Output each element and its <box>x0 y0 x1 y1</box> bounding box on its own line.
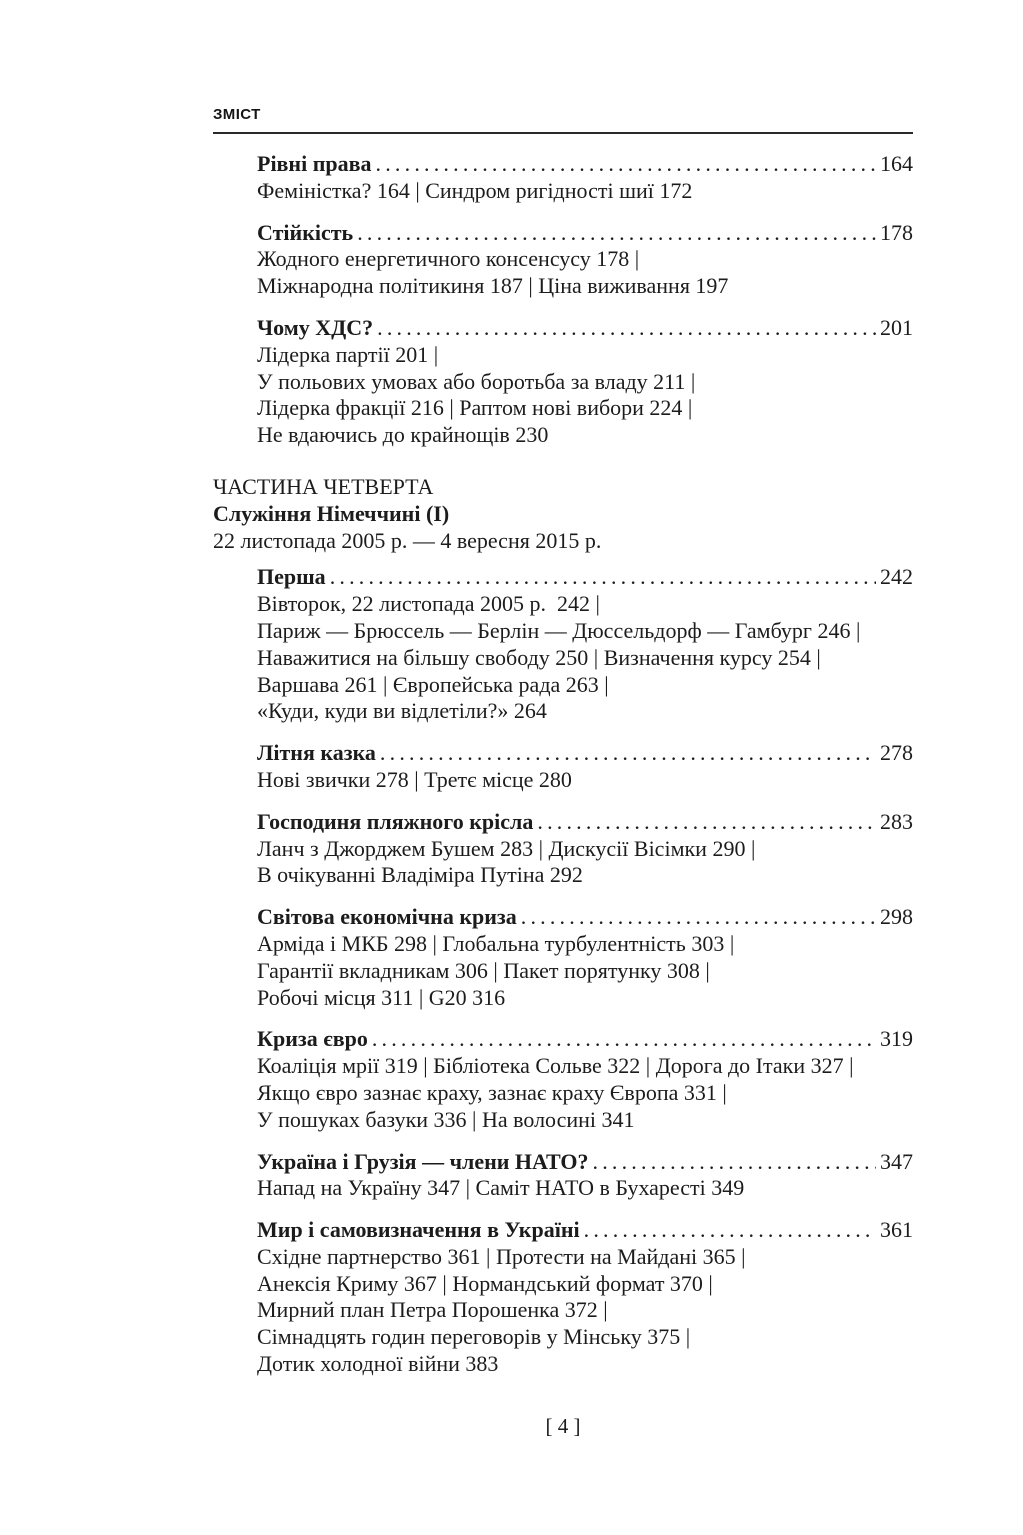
toc-entry-title: Криза євро <box>257 1026 368 1052</box>
toc-entry <box>257 809 913 889</box>
toc-entry-subchapters: Робочі місця 311 | G20 316 <box>257 984 506 1010</box>
page-header <box>213 106 913 134</box>
toc-entry-page: 361 <box>880 1217 913 1243</box>
toc-entries <box>213 151 913 1378</box>
toc-entry-subchapters: Дотик холодної війни 383 <box>257 1351 499 1377</box>
toc-entry-subchapters: У польових умовах або боротьба за владу 211 | <box>257 368 696 394</box>
page-number: [ 4 ] <box>545 1413 581 1438</box>
toc-entry-subchapters: Анексія Криму 367 | Нормандський формат 370 | <box>257 1270 713 1296</box>
toc-entry-subchapters: Не вдаючись до крайнощів 230 <box>257 422 549 448</box>
toc-entry-title: Стійкість <box>257 219 354 245</box>
toc-entry-subchapters: Міжнародна політикиня 187 | Ціна виживання 197 <box>257 273 729 299</box>
toc-entry-subchapters: Лідерка партії 201 | <box>257 341 439 367</box>
toc-entry <box>257 740 913 794</box>
toc-entry-subchapters: Лідерка фракції 216 | Раптом нові вибори 224 | <box>257 395 693 421</box>
part-title: Служіння Німеччині (I) <box>213 500 450 526</box>
toc-entry-title-row <box>257 220 913 247</box>
toc-entry-subchapters: Вівторок, 22 листопада 2005 р. 242 | <box>257 591 600 617</box>
toc-entry-page: 164 <box>880 151 913 176</box>
toc-entry-page: 319 <box>880 1026 913 1052</box>
dot-leader <box>593 1149 877 1176</box>
toc-entry-title-row <box>257 1217 913 1244</box>
toc-entry-page: 298 <box>880 904 913 930</box>
toc-entry <box>257 564 913 725</box>
dot-leader <box>357 220 876 247</box>
toc-entry-title: Рівні права <box>257 151 372 176</box>
toc-entry-title: Літня казка <box>257 740 376 766</box>
toc-entry-subchapters: Париж — Брюссель — Берлін — Дюссельдорф — Гамбург 246 | <box>257 617 861 643</box>
toc-entry-subchapters: Мирний план Петра Порошенка 372 | <box>257 1297 608 1323</box>
toc-entry-subchapters: Сімнадцять годин переговорів у Мінську 375 | <box>257 1324 691 1350</box>
dot-leader <box>376 151 876 178</box>
toc-entry-subchapters: Нові звички 278 | Третє місце 280 <box>257 766 572 792</box>
toc-entry-title: Світова економічна криза <box>257 904 517 930</box>
toc-entry-subchapters: Східне партнерство 361 | Протести на Майдані 365 | <box>257 1243 746 1269</box>
toc-entry-subchapters: Гарантії вкладникам 306 | Пакет порятунку 308 | <box>257 957 710 983</box>
dot-leader <box>372 1026 876 1053</box>
toc-entry-page: 278 <box>880 740 913 766</box>
page-footer <box>213 1414 913 1439</box>
toc-entry-title-row <box>257 315 913 342</box>
toc-entry-title-row <box>257 564 913 591</box>
toc-entry-title-row <box>257 151 913 178</box>
toc-entry <box>257 151 913 205</box>
toc-entry-subchapters: Наважитися на більшу свободу 250 | Визначення курсу 254 | <box>257 644 821 670</box>
toc-entry-page: 201 <box>880 314 913 340</box>
toc-entry-page: 178 <box>880 219 913 245</box>
toc-entry-subchapters: У пошуках базуки 336 | На волосині 341 <box>257 1106 635 1132</box>
running-head: ЗМІСТ <box>213 106 261 123</box>
toc-entry-page: 242 <box>880 564 913 590</box>
toc-entry-page: 283 <box>880 808 913 834</box>
toc-entry-title-row <box>257 809 913 836</box>
dot-leader <box>330 564 876 591</box>
toc-entry <box>257 1217 913 1378</box>
dot-leader <box>537 809 876 836</box>
toc-entry-title-row <box>257 740 913 767</box>
toc-entry <box>257 220 913 300</box>
toc-entry-title-row <box>257 1149 913 1176</box>
toc-entry-title: Чому ХДС? <box>257 314 374 340</box>
dot-leader <box>377 315 876 342</box>
toc-entry-title: Україна і Грузія — члени НАТО? <box>257 1148 589 1174</box>
dot-leader <box>584 1217 876 1244</box>
toc-entry-title-row <box>257 1026 913 1053</box>
toc-entry-subchapters: Коаліція мрії 319 | Бібліотека Сольве 322 | Дорога до Ітаки 327 | <box>257 1053 854 1079</box>
toc-entry-subchapters: Ланч з Джорджем Бушем 283 | Дискусії Вісімки 290 | <box>257 835 756 861</box>
toc-entry-title: Перша <box>257 564 326 590</box>
part-label: ЧАСТИНА ЧЕТВЕРТА <box>213 473 434 499</box>
toc-entry <box>257 904 913 1011</box>
toc-entry-subchapters: «Куди, куди ви відлетіли?» 264 <box>257 698 547 724</box>
toc-part <box>213 474 913 554</box>
toc-entry <box>257 315 913 449</box>
toc-entry-subchapters: Феміністка? 164 | Синдром ригідності шиї 172 <box>257 177 693 203</box>
part-dates: 22 листопада 2005 р. — 4 вересня 2015 р. <box>213 527 602 553</box>
toc-entry-subchapters: Варшава 261 | Європейська рада 263 | <box>257 671 609 697</box>
toc-entry <box>257 1026 913 1133</box>
toc-entry-subchapters: Напад на Україну 347 | Саміт НАТО в Бухаресті 349 <box>257 1175 745 1201</box>
toc-entry-subchapters: Якщо євро зазнає краху, зазнає краху Європа 331 | <box>257 1079 727 1105</box>
toc-entry-title-row <box>257 904 913 931</box>
toc-entry-page: 347 <box>880 1148 913 1174</box>
dot-leader <box>380 740 876 767</box>
toc-entry-title: Господиня пляжного крісла <box>257 808 534 834</box>
toc-entry <box>257 1149 913 1203</box>
toc-entry-subchapters: Жодного енергетичного консенсусу 178 | <box>257 246 640 272</box>
dot-leader <box>521 904 876 931</box>
toc-entry-subchapters: В очікуванні Владіміра Путіна 292 <box>257 862 583 888</box>
toc-entry-subchapters: Арміда і МКБ 298 | Глобальна турбулентність 303 | <box>257 930 735 956</box>
toc-entry-title: Мир і самовизначення в Україні <box>257 1217 580 1243</box>
